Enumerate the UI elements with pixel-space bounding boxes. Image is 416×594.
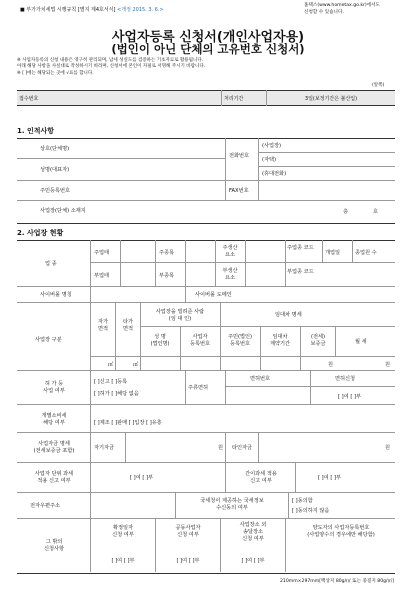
business-address-label: 사업장(단체) 소재지 xyxy=(40,208,86,214)
fixed-date-request-label: 확정일자 신청 여부 xyxy=(112,525,134,538)
email-label: 전자우편주소 xyxy=(30,503,61,509)
simple-tax-label: 간이과세 적용 신고 여부 xyxy=(245,471,277,484)
phone-business-label: (사업장) xyxy=(262,143,282,149)
liquor-license-label: 주류면허 xyxy=(188,385,209,391)
page-side-label: (앞쪽) xyxy=(372,83,385,88)
fax-label: FAX번호 xyxy=(229,188,249,194)
main-product-label: 주생산 요소 xyxy=(222,245,238,258)
excise-tax-options[interactable]: [ ]제조 [ ]판매 [ ]입장 [ ]유흥 xyxy=(94,420,162,426)
floor-unit-label: 층 xyxy=(343,209,349,215)
form-header-left xyxy=(20,6,164,13)
sub-product-label: 부생산 요소 xyxy=(222,268,238,281)
liquor-apply-options[interactable]: [ ]여 [ ]부 xyxy=(338,394,362,400)
hometax-notice-line2: 신청할 수 있습니다. xyxy=(304,9,344,15)
hometax-notice-line1: 홈택스(www.hometax.go.kr)에서도 xyxy=(304,3,380,8)
sub-code-label: 부업종 코드 xyxy=(287,269,314,275)
fixed-date-options[interactable]: [ ]여 [ ]부 xyxy=(111,558,135,564)
revision-date: <개정 2015. 3. 6.> xyxy=(117,7,164,13)
trade-name-label: 상호(단체명) xyxy=(40,146,70,152)
joint-business-request-label: 공동사업자 신청 여부 xyxy=(175,525,201,538)
form-law-reference: ■ 부가가치세법 시행규칙 [별지 제4호서식] xyxy=(20,7,116,13)
sub-type-label: 부업태 xyxy=(94,273,110,279)
main-code-label: 주업종 코드 xyxy=(287,245,314,251)
other-area-label: 타가 면적 xyxy=(122,319,134,332)
note-line: ※ [ ]에는 해당되는 곳에 √표를 합니다. xyxy=(17,70,94,76)
site-class-label: 사업장 구분 xyxy=(35,337,62,343)
resident-number-label: 주민등록번호 xyxy=(40,188,71,194)
room-unit-label: 호 xyxy=(373,209,379,215)
start-date-label: 개업일 xyxy=(325,250,341,256)
other-area-unit: ㎡ xyxy=(133,362,139,368)
paper-spec-footer: 210mm×297mm[백상지 80g/㎡ 또는 중질지 80g/㎡] xyxy=(279,579,394,584)
processing-period-value: 3일(보정기간은 불산입) xyxy=(267,91,396,106)
lessor-header: 사업장을 빌려준 사람 (임 대 인) xyxy=(155,309,205,322)
license-label: 허 가 등 사업 여부 xyxy=(43,381,65,394)
unit-taxation-label: 사업자 단위 과세 적용 신고 여부 xyxy=(34,471,74,484)
own-area-label: 자가 면적 xyxy=(97,319,109,332)
joint-business-options[interactable]: [ ]여 [ ]부 xyxy=(176,558,200,564)
cyber-mall-domain-label: 사이버몰 도메인 xyxy=(195,292,232,298)
note-line: ※ 사업자등록의 신청 내용은 영구히 관리되며, 납세 성실도를 검증하는 기초자료로 활용됩니다. xyxy=(17,58,204,63)
main-type-label: 주업태 xyxy=(94,250,110,256)
own-fund-label: 자기자금 xyxy=(94,445,115,451)
consent-agree-option[interactable]: [ ]동의함 xyxy=(292,498,313,504)
form-subtitle: (법인이 아닌 단체의 고유번호 신청서) xyxy=(111,42,305,56)
other-requests-label: 그 밖의 신청사항 xyxy=(43,539,65,552)
own-fund-unit: 원 xyxy=(218,445,224,451)
license-options-1[interactable]: [ ]신고 [ ]등록 xyxy=(94,379,128,385)
lessor-name-label: 성 명 (법인명) xyxy=(150,334,170,347)
liquor-apply-label: 면허신청 xyxy=(335,376,356,382)
note-line: 아래 해당 사항을 사실대로 작성하시기 바라며, 신청서에 본인이 자필로 서명해 주시기 바랍니다. xyxy=(17,64,206,70)
unit-taxation-options[interactable]: [ ]여 [ ]부 xyxy=(130,475,154,481)
section1-title: 1. 인적사항 xyxy=(17,127,55,135)
phone-label: 전화번호 xyxy=(229,153,250,159)
receipt-row xyxy=(17,90,395,106)
processing-period-label: 처리기간 xyxy=(222,91,267,106)
representative-name-label: 성명(대표자) xyxy=(40,167,70,173)
deposit-unit: 원 xyxy=(328,362,334,368)
lease-header: 임대차 명세 xyxy=(275,312,302,318)
simple-tax-options[interactable]: [ ]여 [ ]부 xyxy=(318,475,342,481)
lease-period-label: 임대차 계약기간 xyxy=(269,334,291,347)
form-title: 사업자등록 신청서(개인사업자용) xyxy=(111,30,305,45)
liquor-number-label: 면허번호 xyxy=(250,376,271,382)
rent-unit: 원 xyxy=(385,362,391,368)
phone-mobile-label: (휴대전화) xyxy=(262,171,287,177)
business-type-label: 업 종 xyxy=(45,261,57,267)
section2-title: 2. 사업장 현황 xyxy=(17,229,64,237)
own-area-unit: ㎡ xyxy=(108,362,114,368)
phone-home-label: (자택) xyxy=(262,157,277,163)
borrowed-fund-unit: 원 xyxy=(385,445,391,451)
monthly-rent-label: 월 세 xyxy=(355,339,367,345)
delivery-place-request-label: 사업장소 외 송달장소 신청 여부 xyxy=(239,522,267,542)
deposit-label: (전세) 보증금 xyxy=(310,334,326,347)
borrowed-fund-label: 타인자금 xyxy=(232,445,253,451)
delivery-place-options[interactable]: [ ]여 [ ]부 xyxy=(241,558,265,564)
main-item-label: 주종목 xyxy=(159,250,175,256)
employee-count-label: 종업원 수 xyxy=(355,250,377,256)
hometax-notice xyxy=(304,3,380,16)
consent-disagree-option[interactable]: [ ]동의하지 않음 xyxy=(292,508,330,514)
license-options-2[interactable]: [ ]허가 [ ]해당 없음 xyxy=(94,391,139,397)
receipt-number-label: 접수번호 xyxy=(17,91,222,106)
lessor-rrn-label: 주민(법인) 등록번호 xyxy=(227,334,253,347)
business-fund-label: 사업자금 명세 (전세보증금 포함) xyxy=(33,441,75,454)
excise-tax-label: 개별소비세 해당 여부 xyxy=(41,413,67,426)
lessor-biz-number-label: 사업자 등록번호 xyxy=(189,334,211,347)
sub-item-label: 부종목 xyxy=(159,273,175,279)
cyber-mall-name-label: 사이버몰 명칭 xyxy=(40,292,72,298)
nts-info-consent-label: 국세청이 제공하는 국세정보 수신동의 여부 xyxy=(200,498,264,511)
form-notes xyxy=(17,58,205,77)
transferor-biz-number-label: 양도자의 사업자등록번호 (사업양수의 경우에만 해당함) xyxy=(307,525,375,538)
